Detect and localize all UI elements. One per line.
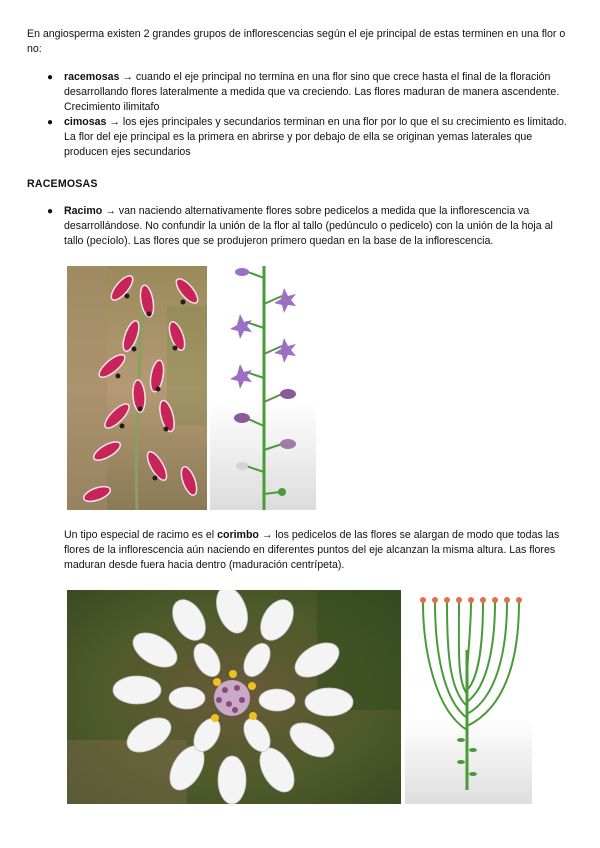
corimbo-photo <box>67 590 401 804</box>
arrow: → <box>102 205 119 217</box>
racemosas-list <box>47 204 567 249</box>
racimo-diagram <box>210 266 316 510</box>
term-cimosas: cimosas <box>64 116 107 128</box>
corimbo-description: → los pedicelos de las flores se alargan de modo que todas las flores de la inflorescencia aún naciendo en diferentes puntos del eje alcanzan la misma altura. Las flores maduran desde fuera hacia dentro (maduración centrípeta). <box>64 529 560 571</box>
racimo-description: van naciendo alternativamente flores sobre pedicelos a medida que la inflorescencia va desarrollándose. No confundir la unión de la flor al tallo (pedúnculo o pedicelo) con la unión de la hoja al tallo (pecíolo). Las flores que se produjeron primero quedan en la base de la inflorescencia. <box>64 205 553 247</box>
corimbo-diagram <box>405 590 532 804</box>
arrow: → <box>106 116 123 128</box>
cimosas-description: los ejes principales y secundarios terminan en una flor por lo que el su crecimiento es limitado. La flor del eje principal es la primera en abrirse y por debajo de ella se originan yemas laterales que producen ejes secundarios <box>64 116 567 158</box>
term-racimo: Racimo <box>64 205 103 217</box>
term-corimbo: corimbo <box>217 529 259 541</box>
section-heading-racemosas: RACEMOSAS <box>27 178 98 190</box>
corimbo-intro: Un tipo especial de racimo es el <box>64 529 218 541</box>
list-item-cimosas <box>47 115 567 160</box>
list-item-racemosas <box>47 70 567 115</box>
intro-paragraph: En angiosperma existen 2 grandes grupos de inflorescencias según el eje principal de estas terminen en una flor o no: <box>27 28 566 55</box>
corimbo-paragraph <box>64 528 572 573</box>
inflorescence-types-list <box>47 70 567 160</box>
term-racemosas: racemosas <box>64 71 120 83</box>
arrow: → <box>119 71 136 83</box>
list-item-racimo <box>47 204 567 249</box>
bullet-icon: ● <box>47 206 54 217</box>
bullet-icon: ● <box>47 72 54 83</box>
racemosas-description: cuando el eje principal no termina en una flor sino que crece hasta el final de la floración desarrollando flores lateralmente a medida que va creciendo. Las flores maduran de manera ascendente. Crecimiento ilimitafo <box>64 71 560 113</box>
racimo-photo <box>67 266 207 510</box>
bullet-icon: ● <box>47 117 54 128</box>
